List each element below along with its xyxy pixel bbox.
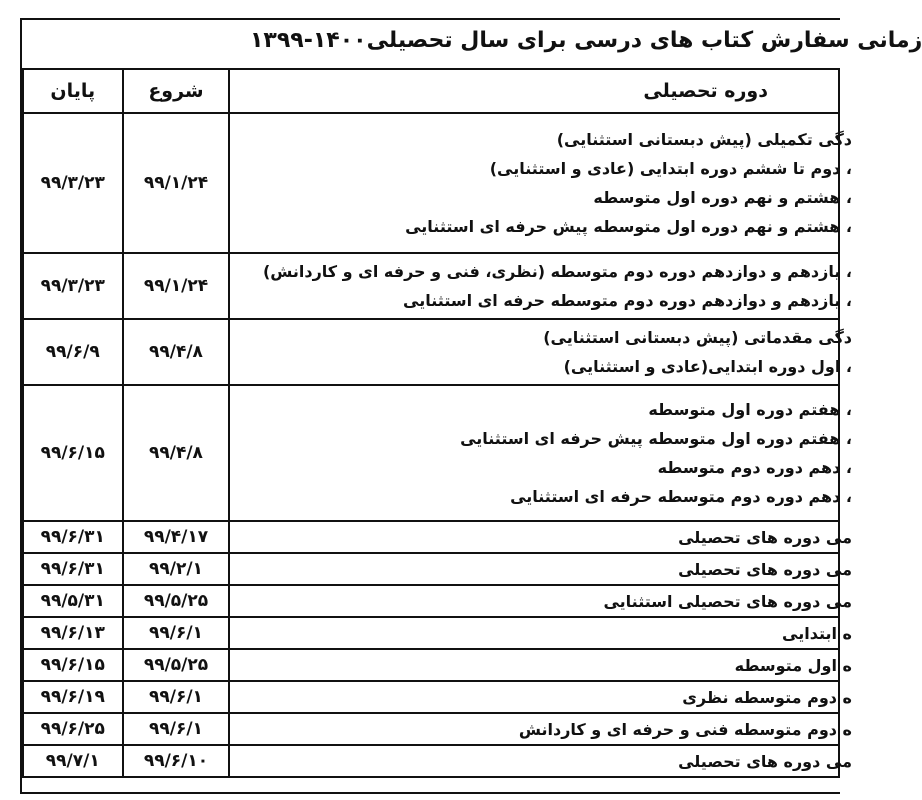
table-row [23,713,839,745]
header-end: پایان [23,69,123,113]
course-line: می دوره های تحصیلی [678,751,852,771]
header-course-label: دوره تحصیلی [643,80,768,102]
course-cell [229,553,852,585]
course-line: می دوره های تحصیلی [678,527,852,547]
start-date-cell: ۹۹/۵/۲۵ [123,649,230,681]
course-cell [229,253,852,319]
start-date-cell: ۹۹/۶/۱۰ [123,745,230,777]
table-title-text: زمانی سفارش کتاب های درسی برای سال تحصیلی۱۴۰۰-۱۳۹۹ [250,28,922,53]
end-date-cell: ۹۹/۶/۱۵ [23,385,123,521]
table-row [23,113,839,253]
course-cell [229,385,852,521]
end-date-cell: ۹۹/۶/۱۹ [23,681,123,713]
table-row [23,253,839,319]
course-line: ه دوم متوسطه فنی و حرفه ای و کاردانش [518,719,852,739]
course-cell [229,319,852,385]
table-row [23,617,839,649]
header-row [23,69,839,113]
course-line: ، اول دوره ابتدایی(عادی و استثنایی) [563,357,852,376]
course-line: ، یازدهم و دوازدهم دوره دوم متوسطه (نظری، فنی و حرفه ای و کاردانش) [262,262,852,281]
course-cell [229,617,852,649]
course-line: دگی مقدماتی (پیش دبستانی استثنایی) [543,328,852,347]
end-date-cell: ۹۹/۳/۲۳ [23,253,123,319]
schedule-frame [20,18,922,794]
end-date-cell: ۹۹/۶/۹ [23,319,123,385]
table-row [23,553,839,585]
course-line: ه دوم متوسطه نظری [682,687,852,707]
course-cell [229,681,852,713]
course-line: ، دوم تا ششم دوره ابتدایی (عادی و استثنایی) [489,159,852,178]
course-line: ، دهم دوره دوم متوسطه [657,458,852,477]
course-cell [229,521,852,553]
course-line: دگی تکمیلی (پیش دبستانی استثنایی) [556,130,852,149]
end-date-cell: ۹۹/۶/۱۵ [23,649,123,681]
start-date-cell: ۹۹/۶/۱ [123,681,230,713]
course-line: ، هشتم و نهم دوره اول متوسطه [593,188,852,207]
start-date-cell: ۹۹/۱/۲۴ [123,113,230,253]
table-row [23,385,839,521]
start-date-cell: ۹۹/۴/۸ [123,319,230,385]
header-start: شروع [123,69,230,113]
table-row [23,681,839,713]
start-date-cell: ۹۹/۴/۱۷ [123,521,230,553]
course-cell [229,113,852,253]
start-date-cell: ۹۹/۴/۸ [123,385,230,521]
end-date-cell: ۹۹/۶/۲۵ [23,713,123,745]
course-line: ، هشتم و نهم دوره اول متوسطه پیش حرفه ای استثنایی [405,217,852,236]
table-row [23,745,839,777]
course-cell [229,713,852,745]
course-cell [229,585,852,617]
table-row [23,319,839,385]
end-date-cell: ۹۹/۷/۱ [23,745,123,777]
start-date-cell: ۹۹/۲/۱ [123,553,230,585]
course-cell [229,649,852,681]
end-date-cell: ۹۹/۶/۱۳ [23,617,123,649]
end-date-cell: ۹۹/۵/۳۱ [23,585,123,617]
course-line: ، هفتم دوره اول متوسطه پیش حرفه ای استثنایی [460,429,852,448]
end-date-cell: ۹۹/۶/۳۱ [23,521,123,553]
course-line: ه ابتدایی [782,623,852,643]
course-line: می دوره های تحصیلی استثنایی [603,591,852,611]
course-line: ه اول متوسطه [734,655,852,675]
header-course [229,69,839,113]
start-date-cell: ۹۹/۶/۱ [123,713,230,745]
table-body [23,113,852,777]
start-date-cell: ۹۹/۱/۲۴ [123,253,230,319]
course-cell [229,745,852,777]
table-row [23,649,839,681]
schedule-table [22,68,852,778]
table-title [22,20,922,70]
start-date-cell: ۹۹/۵/۲۵ [123,585,230,617]
course-line: می دوره های تحصیلی [678,559,852,579]
table-row [23,521,839,553]
end-date-cell: ۹۹/۶/۳۱ [23,553,123,585]
table-row [23,585,839,617]
course-line: ، یازدهم و دوازدهم دوره دوم متوسطه حرفه ای استثنایی [403,291,852,310]
start-date-cell: ۹۹/۶/۱ [123,617,230,649]
end-date-cell: ۹۹/۳/۲۳ [23,113,123,253]
course-line: ، دهم دوره دوم متوسطه حرفه ای استثنایی [510,487,852,506]
course-line: ، هفتم دوره اول متوسطه [648,400,852,419]
